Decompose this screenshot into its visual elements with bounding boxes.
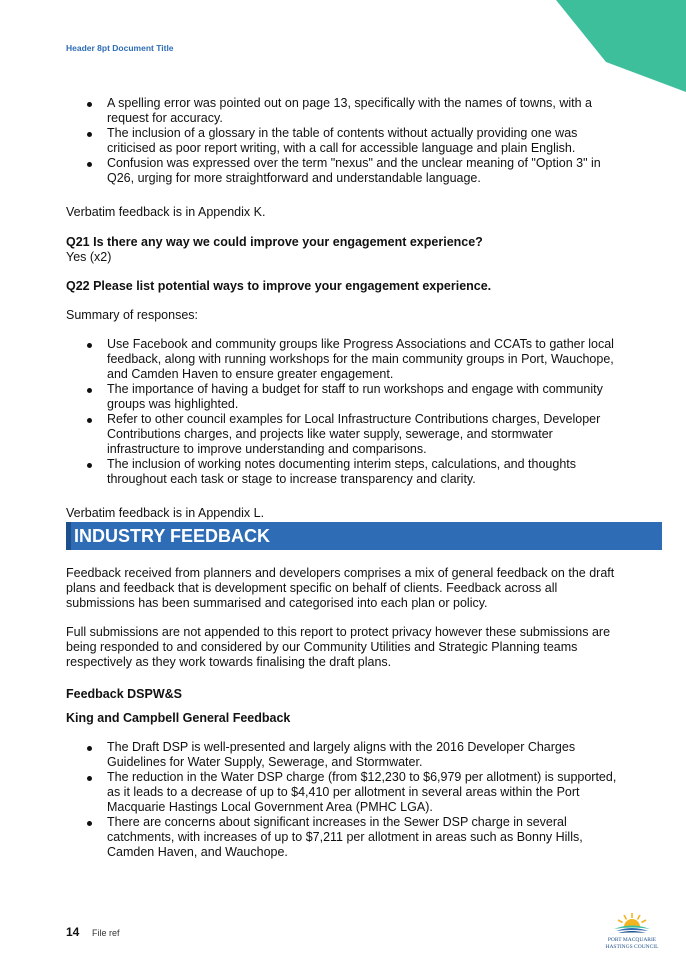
bullet-icon — [87, 343, 92, 348]
list-item: There are concerns about significant increases in the Sewer DSP charge in several catchments, with increases of up to $7,211 per allotment in areas such as Bonny Hills, Camden Haven, and Wauchope. — [66, 815, 626, 860]
industry-paragraph-1: Feedback received from planners and developers comprises a mix of general feedback on the draft plans and feedback that is development specific on behalf of clients. Feedback across all submissions has been summarised and categorised into each plan or policy. — [66, 566, 615, 610]
list-item: Use Facebook and community groups like Progress Associations and CCATs to gather local feedback, along with running workshops for the main community groups in Port, Wauchope, and Camden Haven to ensure greater engagement. — [66, 337, 626, 382]
engagement-issues-list — [66, 96, 626, 186]
bullet-icon — [87, 388, 92, 393]
list-item: Confusion was expressed over the term "nexus" and the unclear meaning of "Option 3" in Q26, urging for more straightforward and understandable language. — [66, 156, 626, 186]
bullet-icon — [87, 821, 92, 826]
page-number: 14 — [66, 925, 80, 939]
bullet-icon — [87, 776, 92, 781]
bullet-icon — [87, 418, 92, 423]
q22-responses-list — [66, 337, 626, 487]
list-item: The importance of having a budget for staff to run workshops and engage with community groups was highlighted. — [66, 382, 626, 412]
industry-paragraph-2: Full submissions are not appended to this report to protect privacy however these submissions are being responded to and considered by our Community Utilities and Strategic Planning teams respectively as they work towards finalising the draft plans. — [66, 625, 611, 669]
bullet-icon — [87, 102, 92, 107]
list-item: Refer to other council examples for Local Infrastructure Contributions charges, Developer Contributions charges, and projects like water supply, sewerage, and stormwater infrastructure to improve understanding and comparisons. — [66, 412, 626, 457]
industry-content — [66, 566, 626, 860]
verbatim-appendix-l: Verbatim feedback is in Appendix L. — [66, 506, 265, 520]
section-heading-industry-feedback: INDUSTRY FEEDBACK — [66, 522, 662, 550]
q22-question: Q22 Please list potential ways to improve your engagement experience. — [66, 279, 492, 293]
header-document-title: Header 8pt Document Title — [66, 43, 174, 53]
king-campbell-list — [66, 740, 626, 860]
summary-label: Summary of responses: — [66, 308, 198, 322]
council-logo-icon — [604, 910, 660, 960]
file-reference: File ref — [92, 928, 120, 938]
q21-question: Q21 Is there any way we could improve your engagement experience? — [66, 235, 483, 249]
feedback-dspws-heading: Feedback DSPW&S — [66, 687, 183, 701]
council-logo-text: PORT MACQUARIE HASTINGS COUNCIL — [605, 937, 659, 950]
bullet-icon — [87, 463, 92, 468]
list-item: A spelling error was pointed out on page 13, specifically with the names of towns, with a request for accuracy. — [66, 96, 626, 126]
bullet-icon — [87, 746, 92, 751]
bullet-icon — [87, 132, 92, 137]
top-content — [66, 96, 626, 521]
bullet-icon — [87, 162, 92, 167]
list-item: The inclusion of a glossary in the table of contents without actually providing one was criticised as poor report writing, with a call for accessible language and plain English. — [66, 126, 626, 156]
q21-answer: Yes (x2) — [66, 250, 112, 264]
verbatim-appendix-k: Verbatim feedback is in Appendix K. — [66, 205, 266, 219]
king-campbell-heading: King and Campbell General Feedback — [66, 711, 291, 725]
corner-decoration — [556, 0, 686, 92]
list-item: The reduction in the Water DSP charge (from $12,230 to $6,979 per allotment) is supported, as it leads to a decrease of up to $4,410 per allotment in several areas within the Port Macquarie Hastings Local Government Area (PMHC LGA). — [66, 770, 626, 815]
list-item: The inclusion of working notes documenting interim steps, calculations, and thoughts throughout each task or stage to increase transparency and clarity. — [66, 457, 626, 487]
list-item: The Draft DSP is well-presented and largely aligns with the 2016 Developer Charges Guidelines for Water Supply, Sewerage, and Stormwater. — [66, 740, 626, 770]
